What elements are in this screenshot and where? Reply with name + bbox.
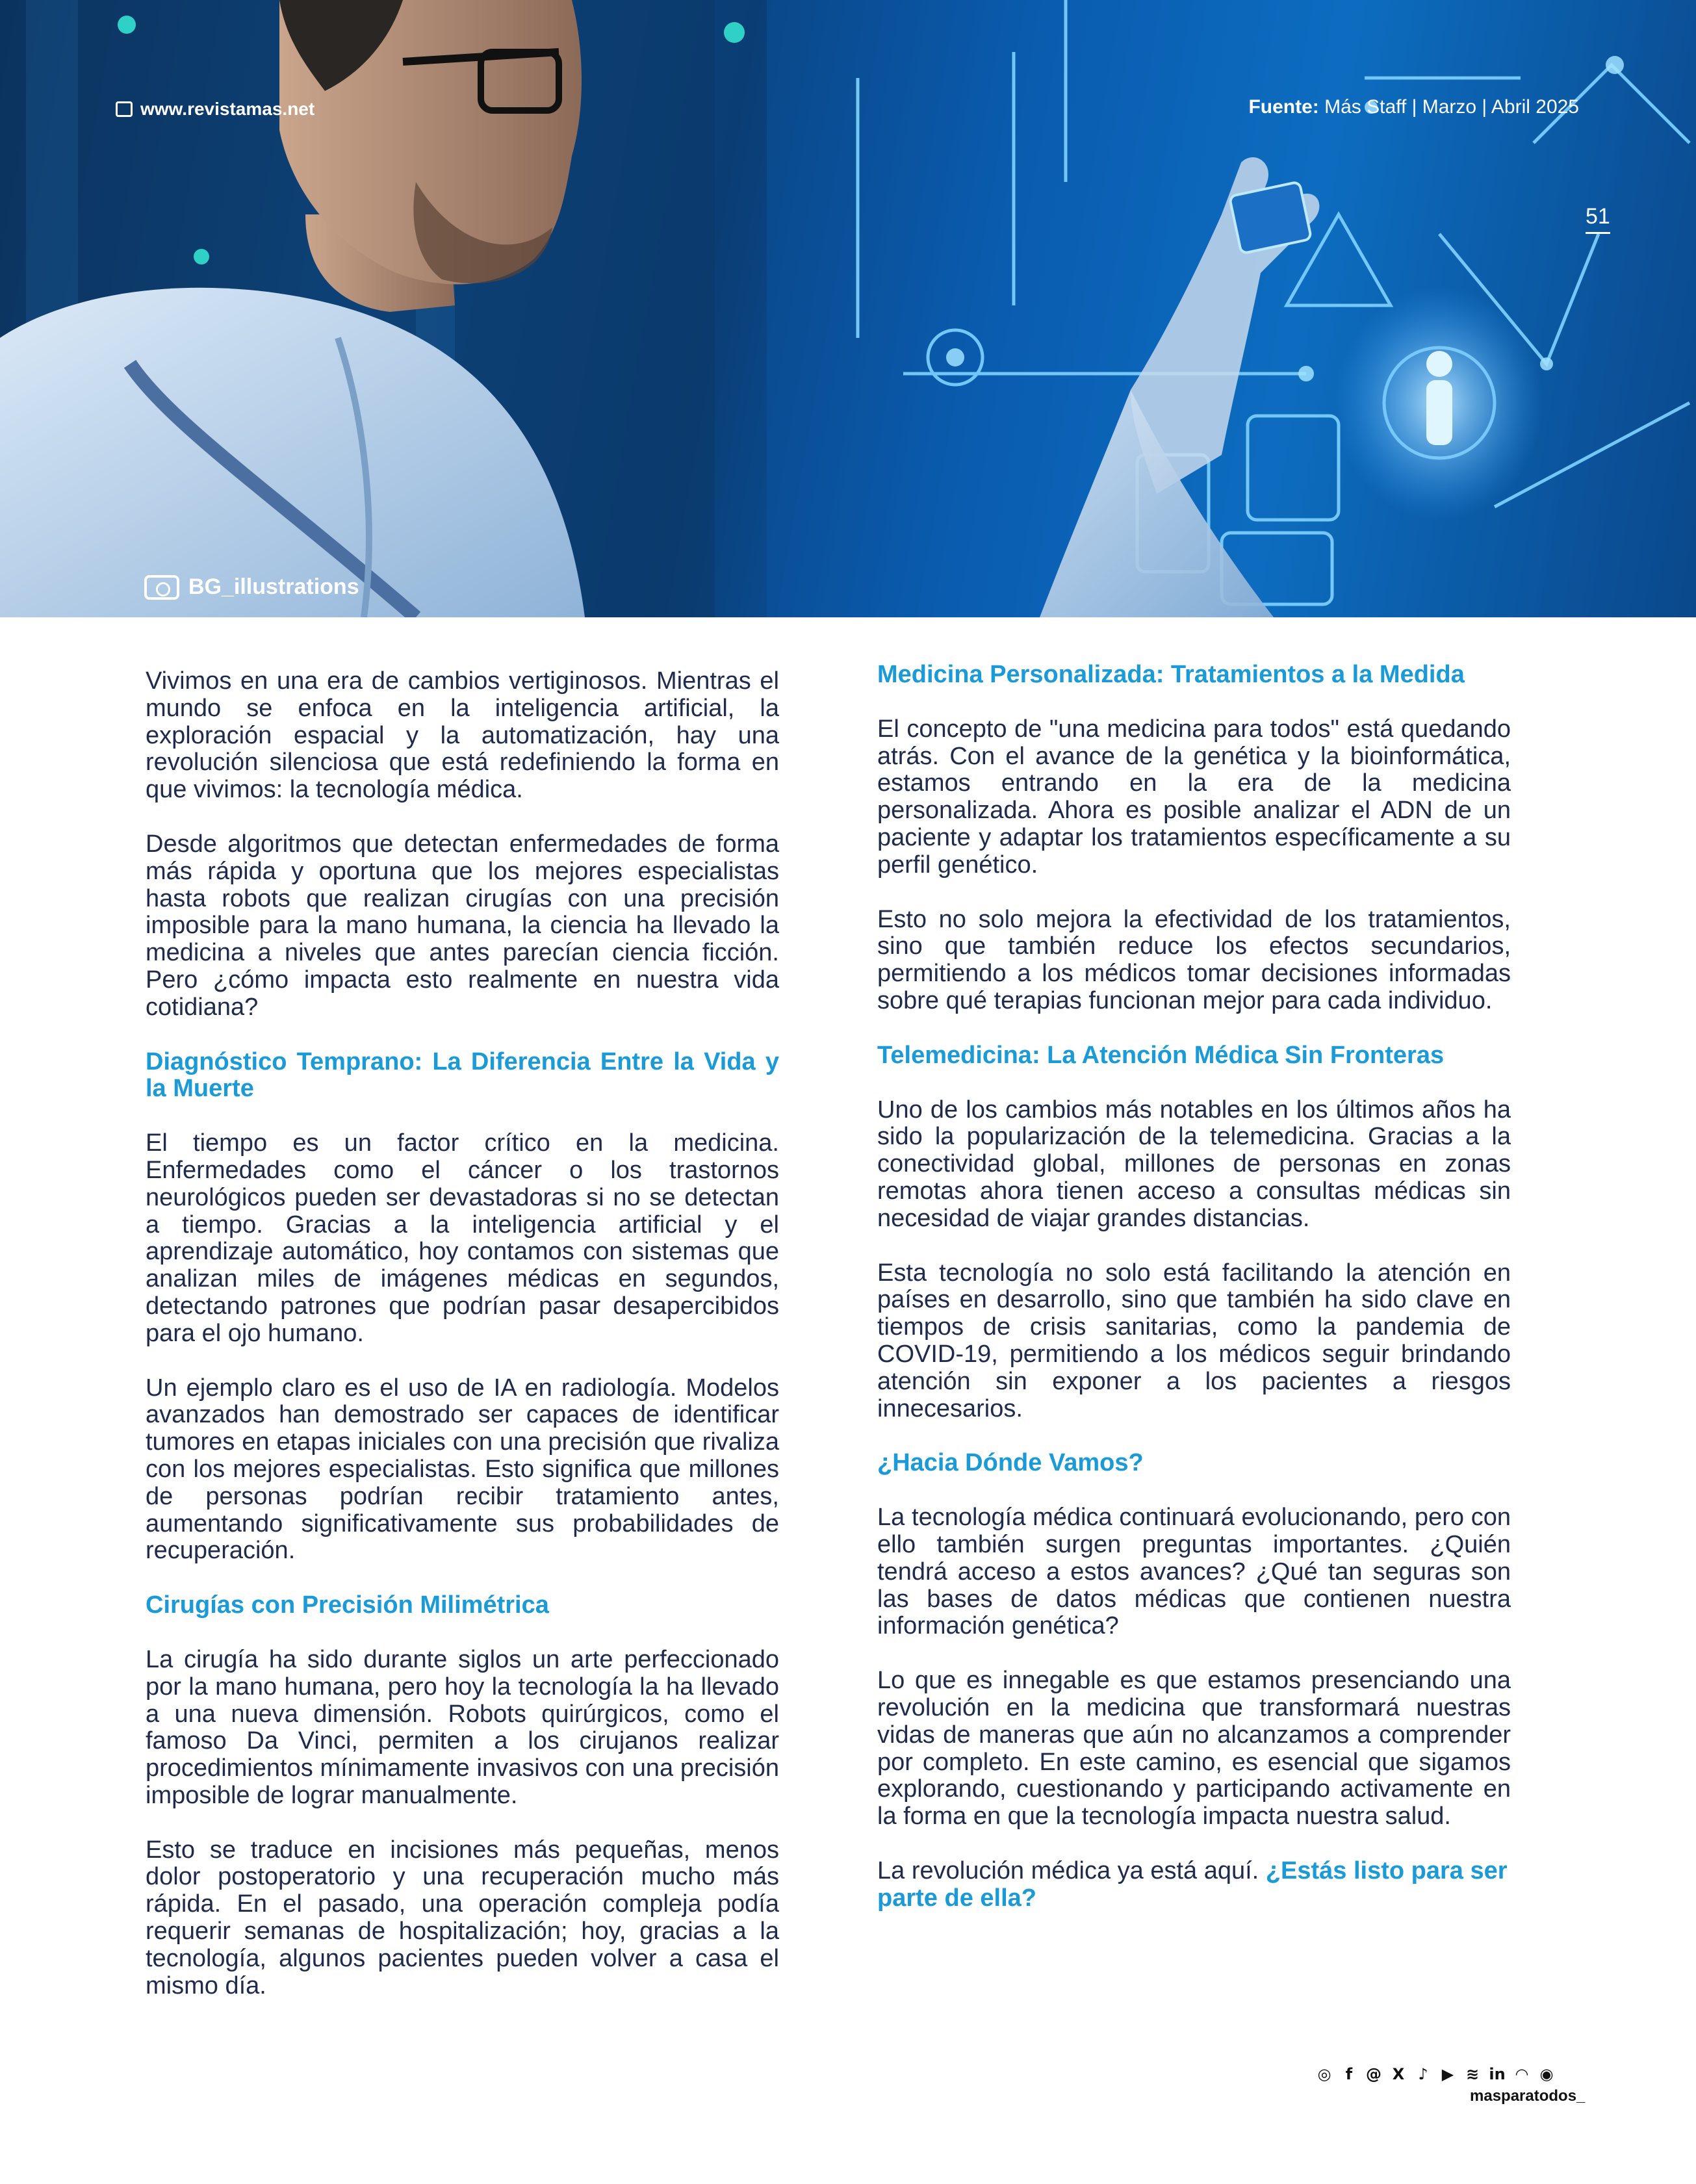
photo-credit [144, 574, 359, 600]
heading-personalized-medicine: Medicina Personalizada: Tratamientos a la Medida [877, 661, 1465, 688]
photo-credit-text: BG_illustrations [188, 574, 359, 599]
source-text: Más Staff | Marzo | Abril 2025 [1318, 96, 1579, 118]
hero-illustration [0, 0, 1696, 617]
paragraph-telemedicine: Uno de los cambios más notables en los últimos años ha sido la popularización de la telemedicina. Gracias a la conectividad global, millones de personas en zonas remotas ahora tienen acceso a consultas médicas sin necesidad de viajar grandes distancias. [877, 1096, 1511, 1232]
youtube-icon[interactable]: ▶ [1441, 2065, 1454, 2083]
heading-future: ¿Hacia Dónde Vamos? [877, 1449, 1144, 1477]
rss-icon[interactable]: ◠ [1515, 2065, 1528, 2083]
paragraph-surgery: La cirugía ha sido durante siglos un arte perfeccionado por la mano humana, pero hoy la tecnología la ha llevado a una nueva dimensión. Robots quirúrgicos, como el famoso Da Vinci, permiten a los cirujanos realizar procedimientos mínimamente invasivos con una precisión imposible de lograr manualmente. [146, 1645, 779, 1809]
spotify-icon[interactable]: ≋ [1465, 2065, 1480, 2083]
linkedin-icon[interactable]: in [1489, 2065, 1506, 2083]
source-line [1248, 96, 1579, 118]
facebook-icon[interactable]: f [1345, 2065, 1353, 2083]
x-icon[interactable]: X [1392, 2065, 1405, 2083]
paragraph-closing [877, 1858, 1511, 1912]
paragraph-future: La tecnología médica continuará evolucionando, pero con ello también surgen preguntas importantes. ¿Quién tendrá acceso a estos avances? ¿Qué tan seguras son las bases de datos médicas que contienen nuestra información genética? [877, 1504, 1511, 1640]
paragraph-telemedicine-2: Esta tecnología no solo está facilitando la atención en países en desarrollo, sino que también ha sido clave en tiempos de crisis sanitarias, como la pandemia de COVID-19, permitiendo a los médicos seguir brindando atención sin exponer a los pacientes a riesgos innecesarios. [877, 1259, 1511, 1422]
article-right-column [877, 662, 1511, 1939]
social-icons [1315, 2065, 1556, 2083]
hero-image [0, 0, 1696, 617]
heading-telemedicine: Telemedicina: La Atención Médica Sin Fronteras [877, 1041, 1445, 1069]
instagram-icon[interactable]: ◎ [1317, 2065, 1331, 2083]
page-number: 51 [1586, 204, 1610, 234]
web-icon [116, 101, 133, 117]
threads-icon[interactable]: @ [1366, 2065, 1381, 2083]
heading-surgery: Cirugías con Precisión Milimétrica [146, 1591, 549, 1619]
site-url: www.revistamas.net [140, 99, 315, 119]
paragraph-intro: Vivimos en una era de cambios vertiginosos. Mientras el mundo se enfoca en la inteligencia artificial, la exploración espacial y la automatización, hay una revolución silenciosa que está redefiniendo la forma en que vivimos: la tecnología médica. [146, 667, 779, 804]
closing-plain: La revolución médica ya está aquí. [877, 1856, 1266, 1884]
heading-early-diagnosis: Diagnóstico Temprano: La Diferencia Entre la Vida y la Muerte [146, 1047, 779, 1103]
paragraph-personalized-2: Esto no solo mejora la efectividad de los tratamientos, sino que también reduce los efectos secundarios, permitiendo a los médicos tomar decisiones informadas sobre qué terapias funcionan mejor para cada individuo. [877, 905, 1511, 1014]
paragraph-radiology: Un ejemplo claro es el uso de IA en radiología. Modelos avanzados han demostrado ser capaces de identificar tumores en etapas iniciales con una precisión que rivaliza con los mejores especialistas. Esto significa que millones de personas podrían recibir tratamiento antes, aumentando significativamente sus probabilidades de recuperación. [146, 1374, 779, 1565]
article-left-column [146, 668, 779, 2027]
source-label: Fuente: [1248, 96, 1319, 118]
paragraph-future-2: Lo que es innegable es que estamos presenciando una revolución en la medicina que transformará nuestras vidas de maneras que aún no alcanzamos a comprender por completo. En este camino, es esencial que sigamos explorando, cuestionando y participando activamente en la forma en que la tecnología impacta nuestra salud. [877, 1667, 1511, 1831]
tiktok-icon[interactable]: ♪ [1418, 2065, 1428, 2083]
paragraph-diagnosis: El tiempo es un factor crítico en la medicina. Enfermedades como el cáncer o los trastornos neurológicos pueden ser devastadoras si no se detectan a tiempo. Gracias a la inteligencia artificial y el aprendizaje automático, hoy contamos con sistemas que analizan miles de imágenes médicas en segundos, detectando patrones que podrían pasar desapercibidos para el ojo humano. [146, 1129, 779, 1347]
paragraph-intro-2: Desde algoritmos que detectan enfermedades de forma más rápida y oportuna que los mejores especialistas hasta robots que realizan cirugías con una precisión imposible para la mano humana, la ciencia ha llevado la medicina a niveles que antes parecían ciencia ficción. Pero ¿cómo impacta esto realmente en nuestra vida cotidiana? [146, 830, 779, 1021]
site-link[interactable] [116, 99, 315, 120]
social-handle: masparatodos_ [1470, 2087, 1586, 2105]
podcast-icon[interactable]: ◉ [1539, 2065, 1554, 2083]
paragraph-surgery-2: Esto se traduce en incisiones más pequeñas, menos dolor postoperatorio y una recuperación mucho más rápida. En el pasado, una operación compleja podía requerir semanas de hospitalización; hoy, gracias a la tecnología, algunos pacientes pueden volver a casa el mismo día. [146, 1836, 779, 1999]
camera-icon [144, 575, 179, 600]
closing-accent: ¿Estás listo para ser parte de ella? [877, 1856, 1508, 1912]
paragraph-personalized: El concepto de "una medicina para todos" está quedando atrás. Con el avance de la genética y la bioinformática, estamos entrando en la era de la medicina personalizada. Ahora es posible analizar el ADN de un paciente y adaptar los tratamientos específicamente a su perfil genético. [877, 715, 1511, 879]
